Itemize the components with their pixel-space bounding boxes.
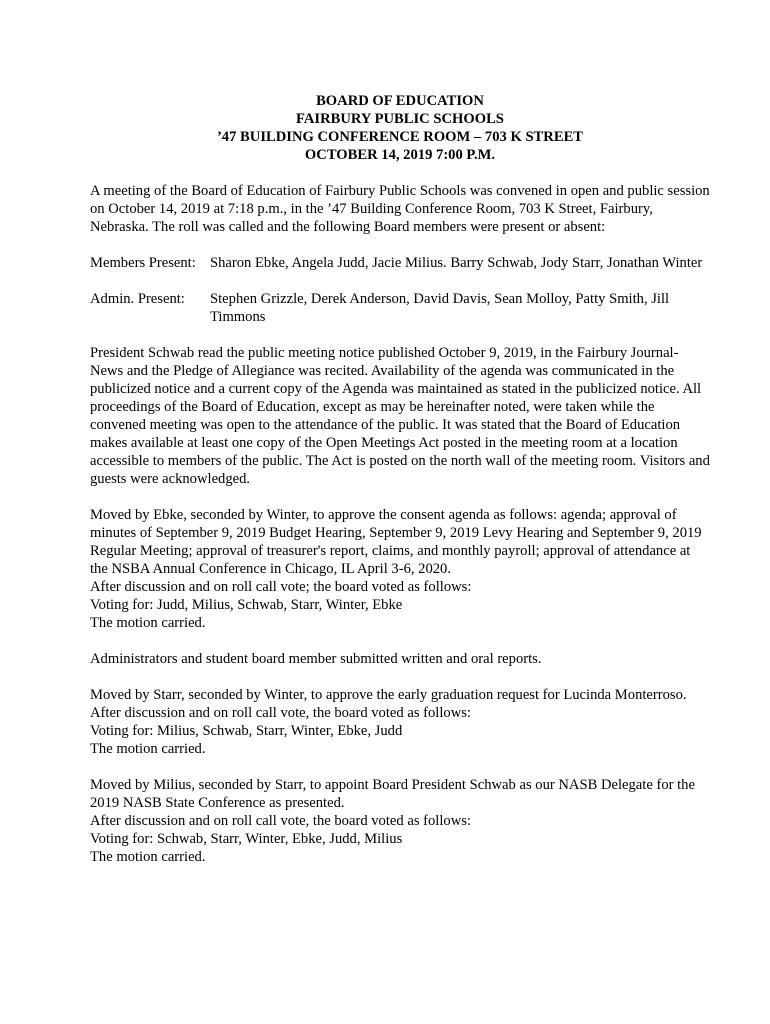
motion-result: The motion carried. (90, 741, 206, 757)
motion-result: The motion carried. (90, 849, 206, 865)
header-location: ’47 BUILDING CONFERENCE ROOM – 703 K STREET (216, 129, 584, 145)
document-header (90, 92, 710, 164)
motion-text: Moved by Ebke, seconded by Winter, to approve the consent agenda as follows: agenda; approval of minutes of September 9, 2019 Budget Hearing, September 9, 2019 Levy Hearing and September 9, 2019 Regular Meeting; approval of treasurer's report, claims, and monthly payroll; approval of attendance at the NSBA Annual Conference in Chicago, IL April 3-6, 2020. (90, 507, 702, 577)
motion-voting-for: Voting for: Milius, Schwab, Starr, Winter, Ebke, Judd (90, 723, 403, 739)
motion-voting-for: Voting for: Judd, Milius, Schwab, Starr, Winter, Ebke (90, 597, 403, 613)
admin-present-label: Admin. Present: (90, 291, 185, 307)
minutes-page (90, 92, 710, 884)
motion-text: Moved by Milius, seconded by Starr, to appoint Board President Schwab as our NASB Delegate for the 2019 NASB State Conference as presented. (90, 777, 695, 811)
motion-consent-agenda (90, 506, 710, 632)
header-title: BOARD OF EDUCATION (316, 93, 484, 109)
members-present-value: Sharon Ebke, Angela Judd, Jacie Milius. Barry Schwab, Jody Starr, Jonathan Winter (210, 255, 703, 271)
header-organization: FAIRBURY PUBLIC SCHOOLS (296, 111, 504, 127)
motion-vote-line: After discussion and on roll call vote; the board voted as follows: (90, 579, 472, 595)
motion-voting-for: Voting for: Schwab, Starr, Winter, Ebke, Judd, Milius (90, 831, 403, 847)
motion-text: Moved by Starr, seconded by Winter, to approve the early graduation request for Lucinda Monterroso. After discussion and on roll call vote, the board voted as follows: (90, 687, 687, 721)
motion-nasb-delegate (90, 776, 710, 866)
notice-paragraph: President Schwab read the public meeting notice published October 9, 2019, in the Fairbury Journal-News and the Pledge of Allegiance was recited. Availability of the agenda was communicated in the publicized notice and a current copy of the Agenda was maintained as stated in the publicized notice. All proceedings of the Board of Education, except as may be hereinafter noted, were taken while the convened meeting was open to the attendance of the public. It was stated that the Board of Education makes available at least one copy of the Open Meetings Act posted in the meeting room at a location accessible to members of the public. The Act is posted on the north wall of the meeting room. Visitors and guests were acknowledged. (90, 345, 710, 487)
motion-early-graduation (90, 686, 710, 758)
reports-paragraph: Administrators and student board member submitted written and oral reports. (90, 651, 542, 667)
intro-paragraph: A meeting of the Board of Education of Fairbury Public Schools was convened in open and public session on October 14, 2019 at 7:18 p.m., in the ’47 Building Conference Room, 703 K Street, Fairbury, Nebraska. The roll was called and the following Board members were present or absent: (90, 183, 710, 235)
admin-present-row (90, 290, 710, 326)
members-present-row (90, 254, 710, 272)
admin-present-value: Stephen Grizzle, Derek Anderson, David Davis, Sean Molloy, Patty Smith, Jill Timmons (210, 291, 670, 325)
header-date-time: OCTOBER 14, 2019 7:00 P.M. (304, 147, 496, 163)
members-present-label: Members Present: (90, 255, 196, 271)
motion-vote-line: After discussion and on roll call vote, the board voted as follows: (90, 813, 471, 829)
motion-result: The motion carried. (90, 615, 206, 631)
